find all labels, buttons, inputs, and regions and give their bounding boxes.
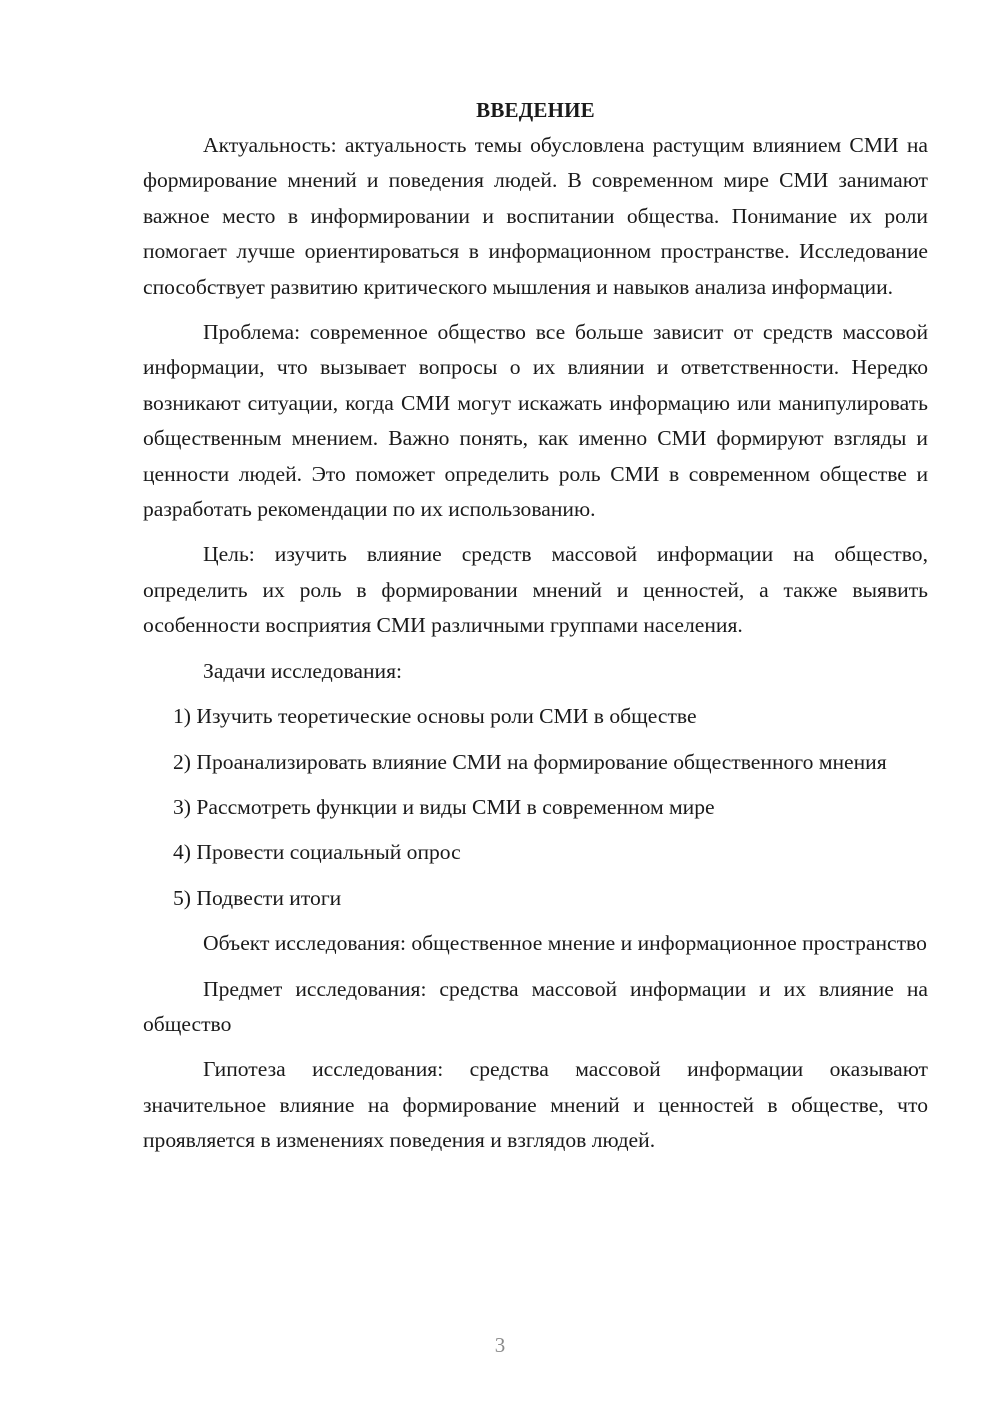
page-number: 3 (494, 1333, 506, 1357)
paragraph-hypothesis: Гипотеза исследования: средства массовой информации оказывают значительное влияние на формирование мнений и ценностей в обществе, что проявляется в изменениях поведения и взглядов людей. (143, 1057, 928, 1153)
section-title: ВВЕДЕНИЕ (476, 98, 595, 122)
task-item-2: 2) Проанализировать влияние СМИ на формирование общественного мнения (173, 749, 887, 774)
paragraph-goal: Цель: изучить влияние средств массовой информации на общество, определить их роль в формировании мнений и ценностей, а также выявить особенности восприятия СМИ различными группами населения. (143, 542, 928, 638)
paragraph-relevance: Актуальность: актуальность темы обусловлена растущим влиянием СМИ на формирование мнений и поведения людей. В современном мире СМИ занимают важное место в информировании и воспитании общества. Понимание их роли помогает лучше ориентироваться в информационном пространстве. Исследование способствует развитию критического мышления и навыков анализа информации. (143, 133, 928, 299)
task-item-1: 1) Изучить теоретические основы роли СМИ в обществе (173, 704, 697, 729)
task-item-5: 5) Подвести итоги (173, 885, 342, 910)
tasks-heading: Задачи исследования: (203, 658, 403, 683)
paragraph-subject: Предмет исследования: средства массовой информации и их влияние на общество (143, 976, 928, 1036)
document-page (143, 92, 928, 1159)
task-item-4: 4) Провести социальный опрос (173, 840, 461, 865)
paragraph-object: Объект исследования: общественное мнение и информационное пространство (203, 931, 927, 956)
task-item-3: 3) Рассмотреть функции и виды СМИ в современном мире (173, 794, 715, 819)
paragraph-problem: Проблема: современное общество все больше зависит от средств массовой информации, что вызывает вопросы о их влиянии и ответственности. Нередко возникают ситуации, когда СМИ могут искажать информацию или манипулировать общественным мнением. Важно понять, как именно СМИ формируют взгляды и ценности людей. Это поможет определить роль СМИ в современном обществе и разработать рекомендации по их использованию. (143, 320, 928, 522)
